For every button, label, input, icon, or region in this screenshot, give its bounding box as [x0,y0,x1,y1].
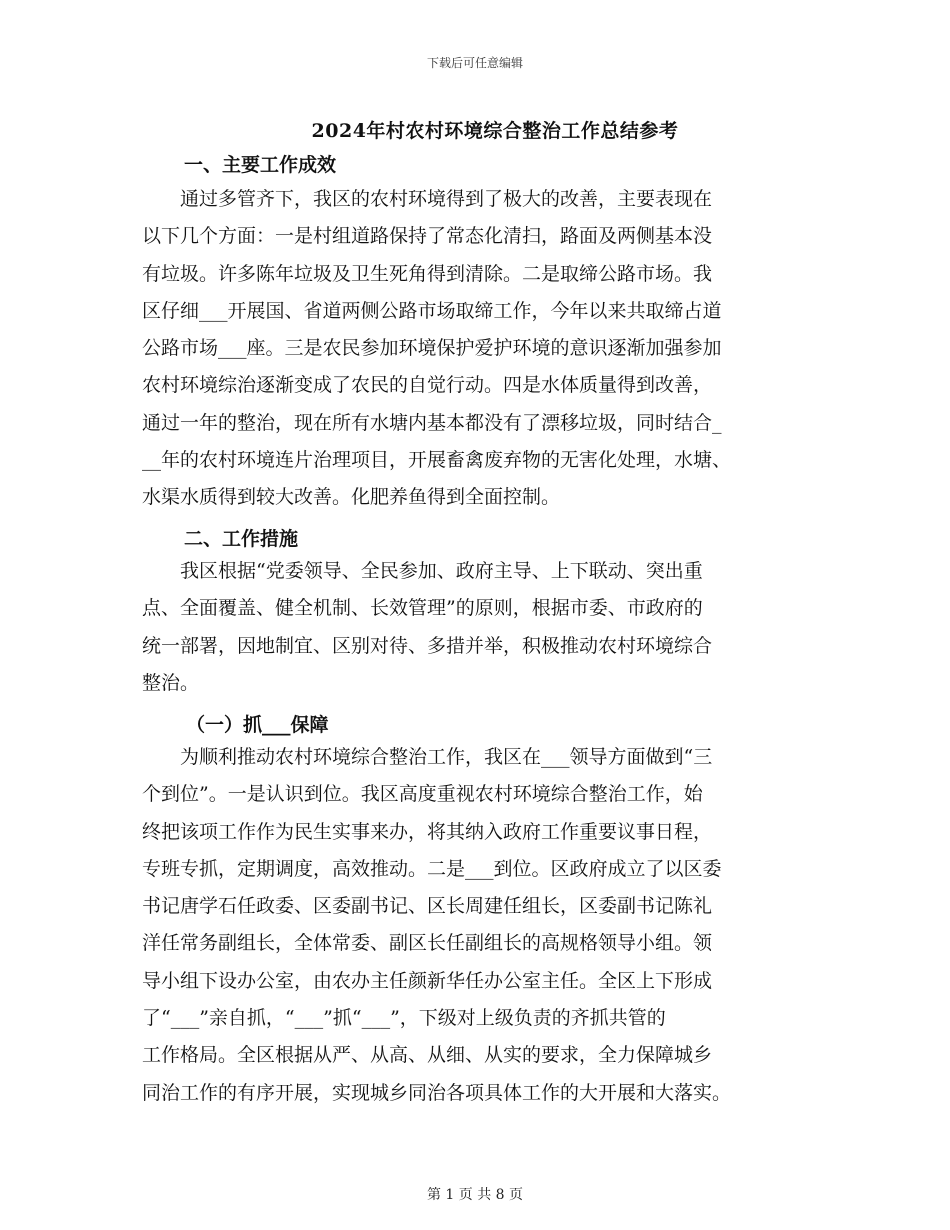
text-line: 有垃圾。许多陈年垃圾及卫生死角得到清除。二是取缔公路市场。我 [142,262,713,285]
text-line: 专班专抓，定期调度，高效推动。二是___到位。区政府成立了以区委 [142,857,722,880]
text-line: 洋任常务副组长，全体常委、副区长任副组长的高规格领导小组。领 [142,932,713,955]
section-heading-results: 一、主要工作成效 [184,154,337,176]
document-title: 2024年村农村环境综合整治工作总结参考 [311,120,679,142]
text-line: 我区根据“党委领导、全民参加、政府主导、上下联动、突出重 [142,560,703,582]
text-line: 了“___”亲自抓，“___”抓“___”，下级对上级负责的齐抓共管的 [142,1007,666,1030]
text-line: 统一部署，因地制宜、区别对待、多措并举，积极推动农村环境综合 [142,634,713,657]
text-line: 书记唐学石任政委、区委副书记、区长周建任组长，区委副书记陈礼 [142,895,713,918]
text-line: 终把该项工作作为民生实事来办，将其纳入政府工作重要议事日程， [142,820,713,843]
text-line: 整治。 [142,671,200,694]
text-line: 通过一年的整治，现在所有水塘内基本都没有了漂移垃圾，同时结合_ [142,411,722,434]
page-header: 下载后可任意编辑 [426,56,523,70]
text-line: 点、全面覆盖、健全机制、长效管理”的原则，根据市委、市政府的 [142,597,703,620]
text-line: 区仔细___开展国、省道两侧公路市场取缔工作，今年以来共取缔占道 [142,299,722,322]
page-footer: 第 1 页 共 8 页 [426,1187,524,1203]
subsection-heading-guarantee: （一）抓___保障 [186,714,329,736]
text-line: 水渠水质得到较大改善。化肥养鱼得到全面控制。 [142,486,561,509]
text-line: 通过多管齐下，我区的农村环境得到了极大的改善，主要表现在 [142,188,713,210]
text-line: 导小组下设办公室，由农办主任颜新华任办公室主任。全区上下形成 [142,969,713,992]
text-line: 同治工作的有序开展，实现城乡同治各项具体工作的大开展和大落实。 [142,1081,732,1104]
text-line: 以下几个方面：一是村组道路保持了常态化清扫，路面及两侧基本没 [142,225,713,248]
section-body-measures [142,553,810,702]
section-body-results [142,181,810,517]
text-line: 个到位”。一是认识到位。我区高度重视农村环境综合整治工作，始 [142,783,703,806]
text-line: 工作格局。全区根据从严、从高、从细、从实的要求，全力保障城乡 [142,1044,713,1067]
text-line: __年的农村环境连片治理项目，开展畜禽废弃物的无害化处理，水塘、 [142,449,732,472]
text-line: 农村环境综治逐渐变成了农民的自觉行动。四是水体质量得到改善， [142,374,713,397]
text-line: 为顺利推动农村环境综合整治工作，我区在___领导方面做到“三 [142,746,713,768]
text-line: 公路市场___座。三是农民参加环境保护爱护环境的意识逐渐加强参加 [142,337,722,360]
section-heading-measures: 二、工作措施 [184,528,299,550]
subsection-body-guarantee [142,739,810,1112]
